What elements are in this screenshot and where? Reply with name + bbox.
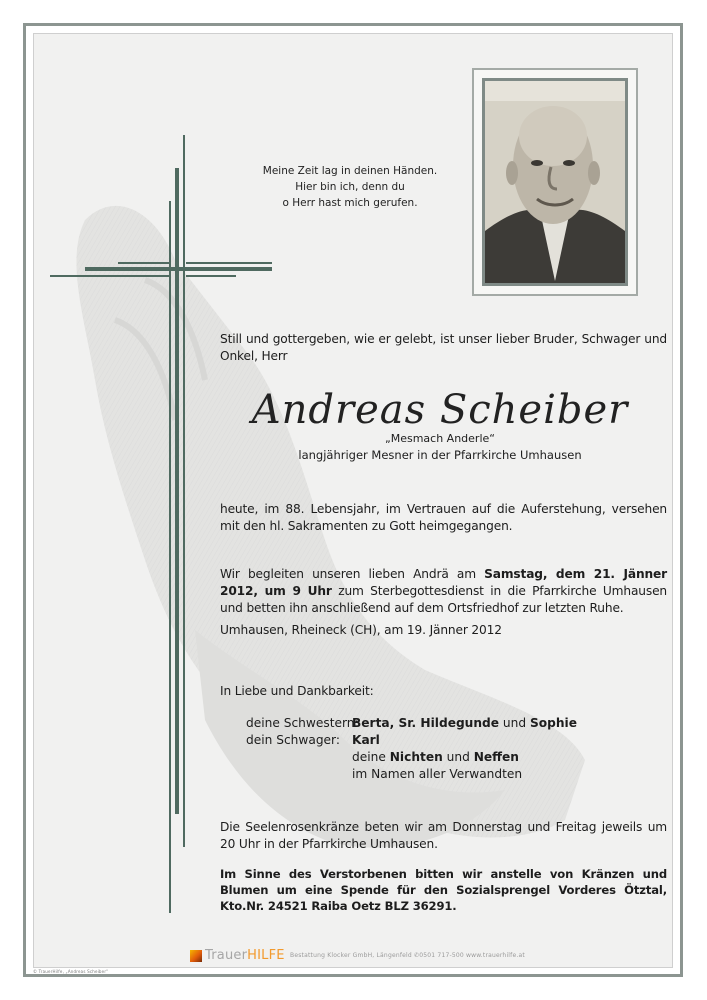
passing-text: heute, im 88. Lebensjahr, im Vertrauen auf die Auferstehung, versehen mit den hl. Sakramenten zu Gott heimgegangen. (220, 502, 667, 534)
nieces-pre: deine (352, 750, 390, 764)
portrait-photo (482, 78, 628, 286)
place-date: Umhausen, Rheineck (CH), am 19. Jänner 2012 (220, 623, 502, 637)
footer (190, 946, 590, 966)
cross-horizontal-top-right (186, 262, 272, 264)
relatives-post: amen aller Verwandten (380, 767, 523, 781)
praying-hands-watermark (45, 200, 605, 900)
verse-line: Meine Zeit lag in deinen Händen. (262, 165, 438, 177)
cross-horizontal-top (118, 262, 170, 264)
cross-horizontal-bottom (50, 275, 170, 277)
intro-text: Still und gottergeben, wie er gelebt, ist unser lieber Bruder, Schwager und Onkel, Herr (220, 332, 667, 364)
footer-brand (205, 948, 285, 963)
sisters-names-a: Berta, Sr. Hildegunde (352, 716, 500, 730)
copyright-note: © TrauerHilfe, „Andreas Scheiber“ (33, 969, 109, 974)
cross-horizontal-main (85, 267, 272, 271)
cross-vertical-right (183, 135, 185, 847)
brother-in-law-label: dein Schwager: (246, 733, 340, 747)
brother-in-law-bold: Karl (352, 733, 380, 747)
portrait-illustration (485, 81, 625, 283)
relatives-n: N (371, 767, 381, 781)
deceased-name: Andreas Scheiber (251, 387, 629, 433)
funeral-date: Samstag, dem 21. Jänner 2012, um 9 Uhr (220, 567, 667, 599)
funeral-text (220, 566, 667, 618)
verse-line: o Herr hast mich gerufen. (282, 197, 418, 209)
relatives (352, 766, 522, 783)
nephews: Neffen (473, 750, 519, 764)
brother-in-law-name (352, 732, 380, 749)
sisters-label: deine Schwestern: (246, 716, 359, 730)
sisters-names-b: Sophie (529, 716, 577, 730)
relatives-pre: im (352, 767, 372, 781)
deceased-role: langjähriger Mesner in der Pfarrkirche Umhausen (298, 448, 582, 462)
funeral-intro: Wir begleiten unseren lieben Andrä am (220, 567, 485, 581)
cross-horizontal-bottom-right (186, 275, 236, 277)
brand-hilfe: HILFE (247, 948, 285, 963)
cross-vertical-main (175, 168, 179, 814)
nieces-and: und (442, 750, 474, 764)
cross-vertical-left (169, 201, 171, 913)
trauerhilfe-logo-icon (190, 950, 202, 962)
sisters-and: und (499, 716, 530, 730)
footer-info[interactable]: Bestattung Klocker GmbH, Längenfeld ✆0501 717-500 www.trauerhilfe.at (290, 952, 525, 959)
rosary-text: Die Seelenrosenkränze beten wir am Donnerstag und Freitag jeweils um 20 Uhr in der Pfarrkirche Umhausen. (220, 820, 667, 852)
donation-text: Im Sinne des Verstorbenen bitten wir anstelle von Kränzen und Blumen um eine Spende für den Sozialsprengel Vorderes Ötztal, Kto.Nr. 24521 Raiba Oetz BLZ 36291. (220, 867, 667, 914)
closing-text: In Liebe und Dankbarkeit: (220, 684, 374, 698)
brand-trauer: Trauer (205, 948, 248, 963)
funeral-details: zum Sterbegottesdienst in die Pfarrkirche Umhausen und betten ihn anschließend auf dem Ortsfriedhof zur letzten Ruhe. (220, 584, 667, 616)
bible-verse (242, 163, 458, 211)
nieces: Nichten (389, 750, 443, 764)
deceased-nickname: „Mesmach Anderle“ (385, 432, 495, 445)
verse-line: Hier bin ich, denn du (295, 181, 405, 193)
portrait-frame (472, 68, 638, 296)
nieces-nephews (352, 749, 519, 766)
sisters-names (352, 715, 577, 732)
